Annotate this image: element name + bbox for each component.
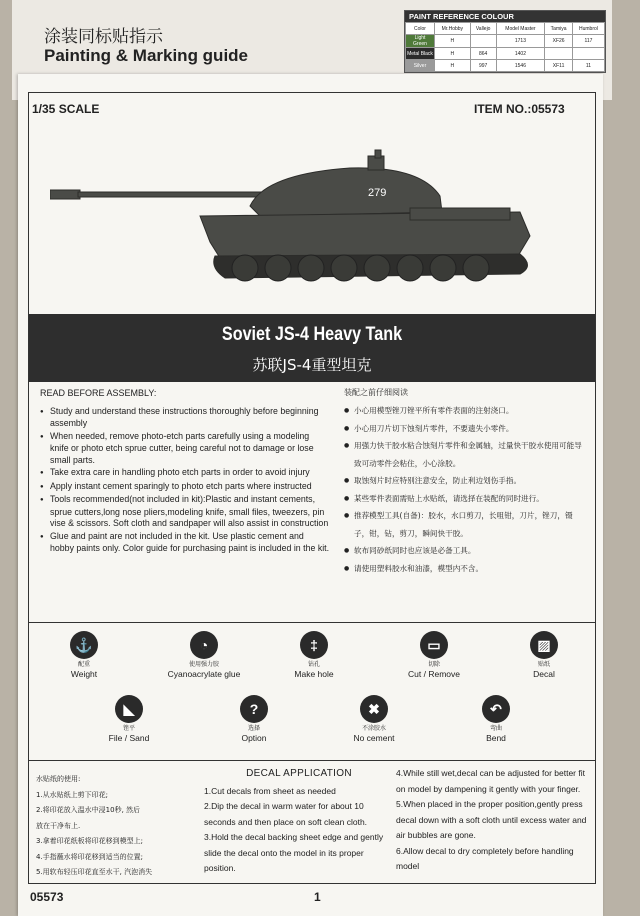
ref-vallejo [470,35,496,48]
symbol-label-en: Make hole [294,669,334,679]
symbol-decal [489,631,599,679]
symbol-label-cn: 钻孔 [307,661,320,668]
symbol-cut [379,631,489,679]
symbol-no-cement [319,695,429,743]
ref-tamiya: XF11 [545,60,573,72]
ref-mrhobby: H [435,60,471,72]
symbol-label-en: Decal [533,669,555,679]
muzzle-brake [50,190,80,199]
instruction-en-item: ● When needed, remove photo-etch parts carefully using a modeling knife or photo etch sprue cutter, being careful not to damage or lose small parts. [50,431,330,467]
decal-step: 3.Hold the decal backing sheet edge and gently slide the decal onto the model in its proper position. [204,832,384,873]
ref-model-master: 1713 [496,35,545,48]
decal-cn-line: 4.手指蘸水将印花移到适当的位置; [36,852,144,861]
no-cement-icon: ✖ [360,695,388,723]
decal-icon: ▨ [530,631,558,659]
tank-illustration [50,146,550,311]
symbol-file [74,695,184,743]
ref-color-swatch: Silver [406,60,435,72]
ref-vallejo: 864 [470,48,496,60]
symbol-make-hole [259,631,369,679]
instruction-cn-item: ● 某些零件表面需贴上水贴纸，请选择在装配的同时进行。 [354,490,584,508]
item-number: ITEM NO.:05573 [474,102,565,116]
decal-cn-line: 放在干净布上. [36,821,81,830]
instruction-sheet [18,74,603,916]
ref-col-vallejo: Vallejo [470,23,496,35]
scale-label: 1/35 SCALE [32,102,100,116]
symbol-label-en: Cyanoacrylate glue [167,669,241,679]
page-number: 1 [314,890,321,904]
ref-col-mrhobby: Mr.Hobby [435,23,471,35]
divider-bottom [29,760,595,761]
ref-col-humbrol: Humbrol [572,23,604,35]
decal-step: 2.Dip the decal in warm water for about 10 seconds and then place on soft clean cloth. [204,801,368,827]
cupola-hatch [375,150,381,158]
instruction-cn-item: ● 取蚀刻片时应特别注意安全，防止利边划伤手指。 [354,472,584,490]
symbol-option [199,695,309,743]
divider-top [29,622,595,623]
decal-cn-line: 1.从水贴纸上剪下印花; [36,790,109,799]
instruction-cn-item: ● 用强力快干胶水粘合蚀刻片零件和金属轴，过量快干胶水使用可能导致可动零件会粘住，小心涂胶。 [354,437,584,472]
instructions-cn [344,388,584,577]
instruction-en-item: ● Apply instant cement sparingly to photo etch parts where instructed [50,481,330,494]
instructions-en [40,388,330,556]
symbol-label-en: Weight [70,669,98,679]
instruction-cn-item: ● 推荐模型工具(自备)：胶水，水口剪刀，长咀钳，刀片，锉刀，镊子，钳，钻，剪刀，瞬间快干胶。 [354,507,584,542]
symbol-label-cn: 不涂胶水 [361,725,386,732]
roadwheel [430,255,456,281]
back-title-en: Painting & Marking guide [44,46,249,65]
decal-instructions-en [204,766,394,877]
bend-icon: ↶ [482,695,510,723]
ref-humbrol [572,48,604,60]
roadwheel [232,255,258,281]
symbol-label-cn: 弯曲 [489,725,502,732]
product-number: 05573 [30,890,64,904]
gun-barrel [78,192,268,197]
roadwheel [331,255,357,281]
ref-tamiya [545,48,573,60]
instruction-cn-item: ● 小心用刀片切下蚀刻片零件，不要遗失小零件。 [354,420,584,438]
ref-color-swatch: Metal Black [406,48,435,60]
decal-instructions-en-cont [396,766,588,875]
roadwheel [463,255,489,281]
roadwheel [397,255,423,281]
instruction-cn-item: ● 小心用模型锉刀锉平所有零件表面的注射浇口。 [354,402,584,420]
ref-model-master: 1546 [496,60,545,72]
ref-humbrol: 11 [572,60,604,72]
instructions-en-heading: READ BEFORE ASSEMBLY: [40,388,157,398]
symbol-label-cn: 选择 [247,725,260,732]
symbol-label-en: Bend [486,733,506,743]
instruction-en-item: ● Take extra care in handling photo etch parts in order to avoid injury [50,467,330,480]
instruction-cn-item: ● 软布同砂纸同时也应该是必备工具。 [354,542,584,560]
paint-reference-table [404,10,606,73]
symbol-label-en: Cut / Remove [408,669,460,679]
instructions-cn-heading: 装配之前仔细阅读 [344,388,408,397]
symbol-label-en: Option [241,733,267,743]
ref-tamiya: XF26 [545,35,573,48]
ref-model-master: 1402 [496,48,545,60]
symbol-label-cn: 使用强力胶 [188,661,219,668]
ref-mrhobby: H [435,48,471,60]
instruction-en-item: ● Glue and paint are not included in the kit. Use plastic cement and hobby paints only. Color guide for purchasing paint is included in the kit. [50,531,330,555]
ref-col-model-master: Model Master [496,23,545,35]
symbol-bend [441,695,551,743]
weight-icon: ⚓ [70,631,98,659]
decal-step: 6.Allow decal to dry completely before handling model [396,845,574,871]
title-cn: 苏联JS-4重型坦克 [252,356,372,374]
symbol-label-en: File / Sand [108,733,150,743]
ref-col-color: Color [406,23,435,35]
ref-mrhobby: H [435,35,471,48]
decal-instructions-cn [36,772,201,881]
decal-step: 1.Cut decals from sheet as needed [204,785,336,796]
symbol-label-en: No cement [353,733,395,743]
roadwheel [364,255,390,281]
decal-cn-line: 5.用软布轻压印花直至水干, 汽泡消失 [36,868,153,876]
instruction-en-item: ● Tools recommended(not included in kit):Plastic and instant cements, sprue cutters,long nose pliers,modeling knife, small files, tweezers, pin vise & scissors. Soft cloth and sandpaper will also assist in construction [50,494,330,530]
symbol-glue [149,631,259,679]
roadwheel [265,255,291,281]
decal-cn-line: 水贴纸的使用: [36,775,81,783]
symbol-weight [29,631,139,679]
ref-col-tamiya: Tamiya [545,23,573,35]
instruction-cn-item: ● 请使用塑料胶水和油漆，模型内不含。 [354,560,584,578]
question-icon: ? [240,695,268,723]
decal-heading: DECAL APPLICATION [246,768,352,779]
decal-step: 5.When placed in the proper position,gently press decal down with a soft cloth until excess water and air bubbles are gone. [396,799,587,840]
instruction-en-item: ● Study and understand these instructions thoroughly before beginning assembly [50,406,330,430]
roadwheel [298,255,324,281]
paint-reference-heading: PAINT REFERENCE COLOUR [405,11,605,22]
file-icon: ◣ [115,695,143,723]
symbol-label-cn: 配重 [77,661,90,668]
ref-humbrol: 117 [572,35,604,48]
symbol-label-cn: 锉平 [122,725,135,732]
engine-deck [410,208,510,220]
ref-color-swatch: Light Green [406,35,435,48]
ref-vallejo: 997 [470,60,496,72]
decal-cn-line: 2.将印花放入温水中浸10秒, 然后 [36,806,141,814]
symbol-label-cn: 贴纸 [537,661,550,668]
cut-icon: ▭ [420,631,448,659]
drill-icon: ‡ [300,631,328,659]
decal-cn-line: 3.拿着印花纸板将印花移到模型上; [36,837,144,845]
decal-step: 4.While still wet,decal can be adjusted for better fit on model by dampening it gently with your finger. [396,768,585,794]
title-en: Soviet JS-4 Heavy Tank [221,324,403,345]
tank-number: 279 [368,187,387,199]
glue-icon: ◔ [190,631,218,659]
back-title-cn: 涂装同标贴指示 [44,27,163,47]
symbol-label-cn: 切除 [427,661,440,668]
